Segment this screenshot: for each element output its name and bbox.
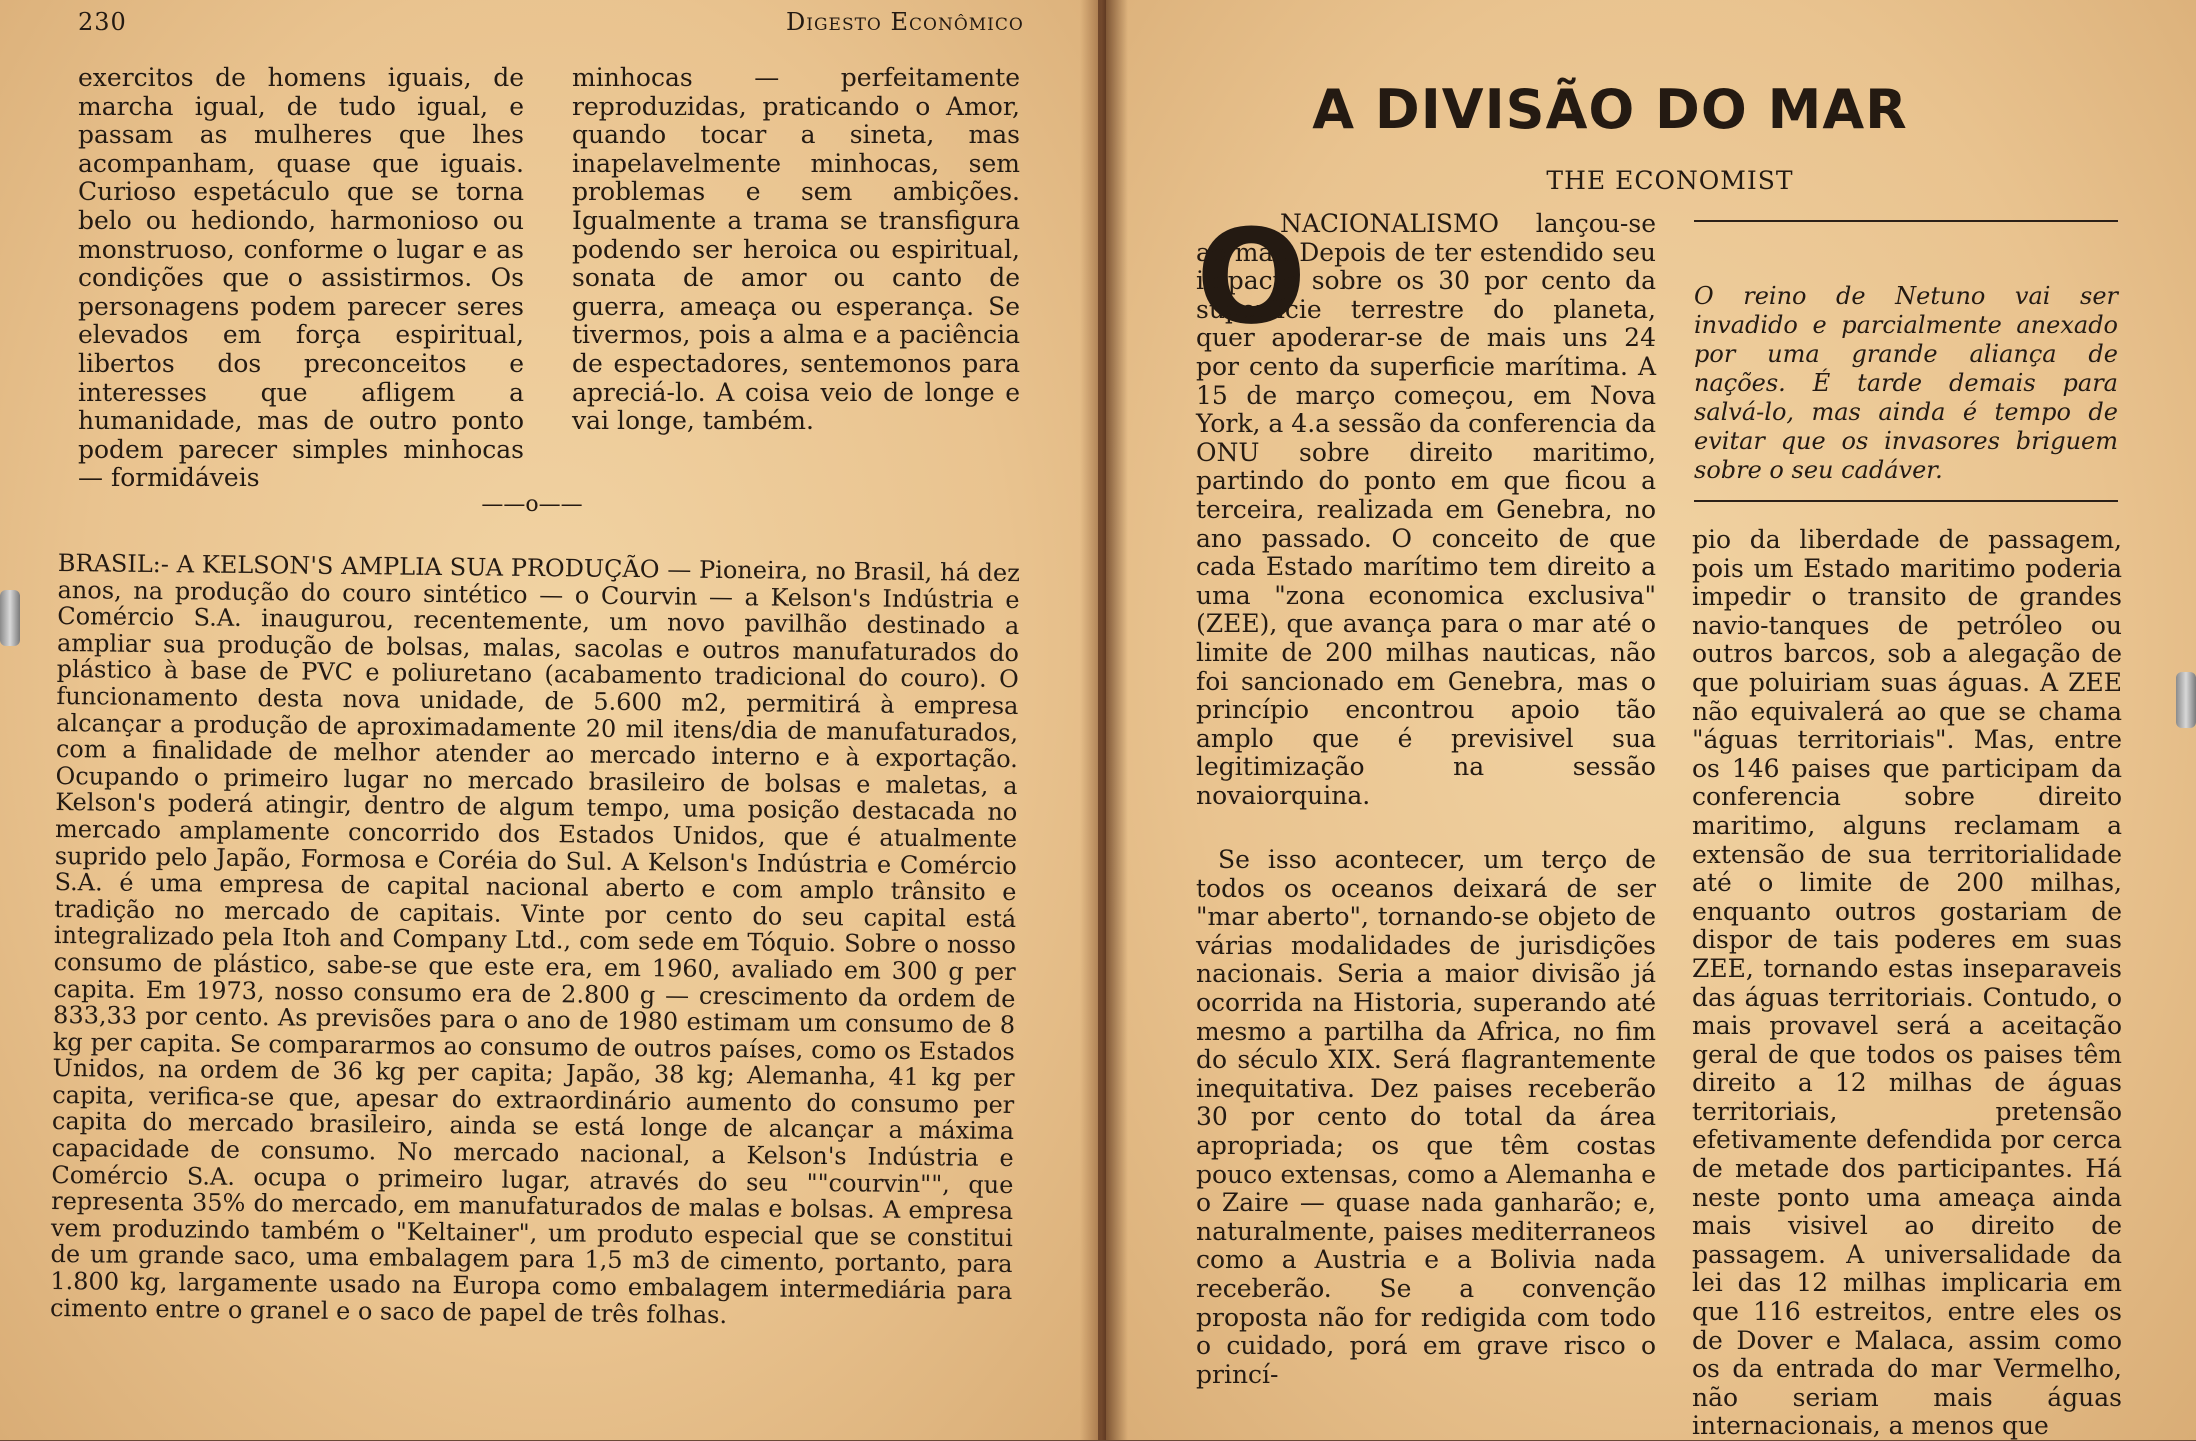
left-column-text: exercitos de homens iguais, de marcha igual, de tudo igual, e passam as mulheres que lhes acompanham, quase que iguais. Curioso espetáculo que se torna belo ou hediondo, harmonioso ou monstruoso, conforme o lugar e as condições que o assistirmos. Os personagens podem parecer seres elevados em força espiritual, libertos dos preconceitos e interesses que afligem a humanidade, mas de outro ponto podem parecer simples minhocas — formidáveis (78, 63, 524, 493)
lead-top-rule (1694, 220, 2118, 222)
page-number: 230 (78, 8, 127, 36)
page-clip (2176, 672, 2196, 728)
article-intro-paragraph: NACIONALISMO lançou-se ao mar. Depois de ter estendido seu impacto sobre os 30 por cento da superfície terrestre do planeta, quer apoderar-se de mais uns 24 por cento da superficie marítima. A 15 de março começou, em Nova York, a 4.a sessão da conferencia da ONU sobre direito maritimo, partindo do ponto em que ficou a terceira, realizada em Genebra, no ano passado. O conceito de que cada Estado marítimo tem direito a uma "zona economica exclusiva" (ZEE), que avança para o mar até o limite de 200 milhas nauticas, não foi sancionado em Genebra, mas o princípio encontrou apoio tão amplo que é previsivel sua legitimização na sessão novaiorquina. (1196, 209, 1656, 810)
drop-cap: O (1196, 201, 1307, 353)
lead-bottom-rule (1694, 500, 2118, 502)
section-separator: ——o—— (481, 492, 583, 517)
running-header: Digesto Econômico (786, 8, 1024, 36)
article-title: A DIVISÃO DO MAR (1312, 78, 1908, 141)
article-column-two: pio da liberdade de passagem, pois um Estado maritimo poderia impedir o transito de grandes navio-tanques de petróleo ou outros barcos, sob a alegação de que poluiriam suas águas. A ZEE não equivalerá ao que se chama "águas territoriais". Mas, entre os 146 paises que participam da conferencia sobre direito maritimo, alguns reclamam a extensão de sua territorialidade até o limite de 200 milhas, enquanto outros gostariam de dispor de tais poderes em suas ZEE, tornando estas inseparaveis das águas territoriais. Contudo, o mais provavel será a aceitação geral de que todos os paises têm direito a 12 milhas de águas territoriais, pretensão efetivamente defendida por cerca de metade dos participantes. Há neste ponto uma ameaça ainda mais visivel ao direito de passagem. A universalidade da lei das 12 milhas implicaria em que 116 estreitos, entre eles os de Dover e Malaca, assim como os da entrada do mar Vermelho, não seriam mais águas internacionais, a menos que (1692, 525, 2122, 1441)
article-lead: O reino de Netuno vai ser invadido e parcialmente anexado por uma grande aliança de nações. É tarde demais para salvá-lo, mas ainda é tempo de evitar que os invasores briguem sobre o seu cadáver. (1694, 282, 2118, 484)
book-gutter (1080, 0, 1128, 1440)
article-source: THE ECONOMIST (1546, 166, 1794, 195)
right-column-text: minhocas — perfeitamente reproduzidas, praticando o Amor, quando tocar a sineta, mas inapelavelmente minhocas, sem problemas e sem ambições. Igualmente a trama se transfigura podendo ser heroica ou espiritual, sonata de amor ou canto de guerra, ameaça ou esperança. Se tivermos, pois a alma e a paciência de espectadores, sentemonos para apreciá-lo. A coisa veio de longe e vai longe, também. (572, 63, 1020, 436)
news-article-kelsons: BRASIL:- A KELSON'S AMPLIA SUA PRODUÇÃO — Pioneira, no Brasil, há dez anos, na produção do couro sintético — o Courvin — a Kelson's Indústria e Comércio S.A. inaugurou, recentemente, um novo pavilhão destinado a ampliar sua produção de bolsas, malas, sacolas e outros manufaturados do plástico à base de PVC e poliuretano (acabamento tradicional do couro). O funcionamento desta nova unidade, de 5.600 m2, permitirá à empresa alcançar a produção de aproximadamente 20 mil itens/dia de manufaturados, com a finalidade de melhor atender ao mercado interno e à exportação. Ocupando o primeiro lugar no mercado brasileiro de bolsas e maletas, a Kelson's poderá atingir, dentro de algum tempo, uma posição destacada no mercado amplamente concorrido dos Estados Unidos, que é atualmente suprido pelo Japão, Formosa e Coréia do Sul. A Kelson's Indústria e Comércio S.A. é uma empresa de capital nacional aberto e com amplo trânsito e tradição no mercado de capitais. Vinte por cento do seu capital está integralizado pela Itoh and Company Ltd., com sede em Tóquio. Sobre o nosso consumo de plástico, sabe-se que este era, em 1960, avaliado em 300 g per capita. Em 1973, nosso consumo era de 2.800 g — crescimento da ordem de 833,33 por cento. As previsões para o ano de 1980 estimam um consumo de 8 kg per capita. Se compararmos ao consumo de outros países, como os Estados Unidos, na ordem de 36 kg per capita; Japão, 38 kg; Alemanha, 41 kg per capita, verifica-se que, apesar do extraordinário aumento do consumo per capita do mercado brasileiro, ainda se está longe de alcançar a máxima capacidade de consumo. No mercado nacional, a Kelson's Indústria e Comércio S.A. ocupa o primeiro lugar, através do seu ""courvin"", que representa 35% do mercado, em manufaturados de malas e bolsas. A empresa vem produzindo também o "Keltainer", um produto especial que se constitui de um grande saco, uma embalagem para 1,5 m3 de cimento, portanto, para 1.800 kg, largamente usado na Europa como embalagem intermediária para cimento entre o granel e o saco de papel de três folhas. (49, 549, 1020, 1329)
page-clip (0, 590, 20, 646)
article-second-paragraph: Se isso acontecer, um terço de todos os oceanos deixará de ser "mar aberto", tornando-se objeto de várias modalidades de jurisdições nacionais. Seria a maior divisão já ocorrida na Historia, superando até mesmo a partilha da Africa, no fim do século XIX. Será flagrantemente inequitativa. Dez paises receberão 30 por cento do total da área apropriada; os que têm costas pouco extensas, como a Alemanha e o Zaire — quase nada ganharão; e, naturalmente, paises mediterraneos como a Austria e a Bolivia nada receberão. Se a convenção proposta não for redigida com todo o cuidado, porá em grave risco o princí- (1196, 845, 1656, 1389)
